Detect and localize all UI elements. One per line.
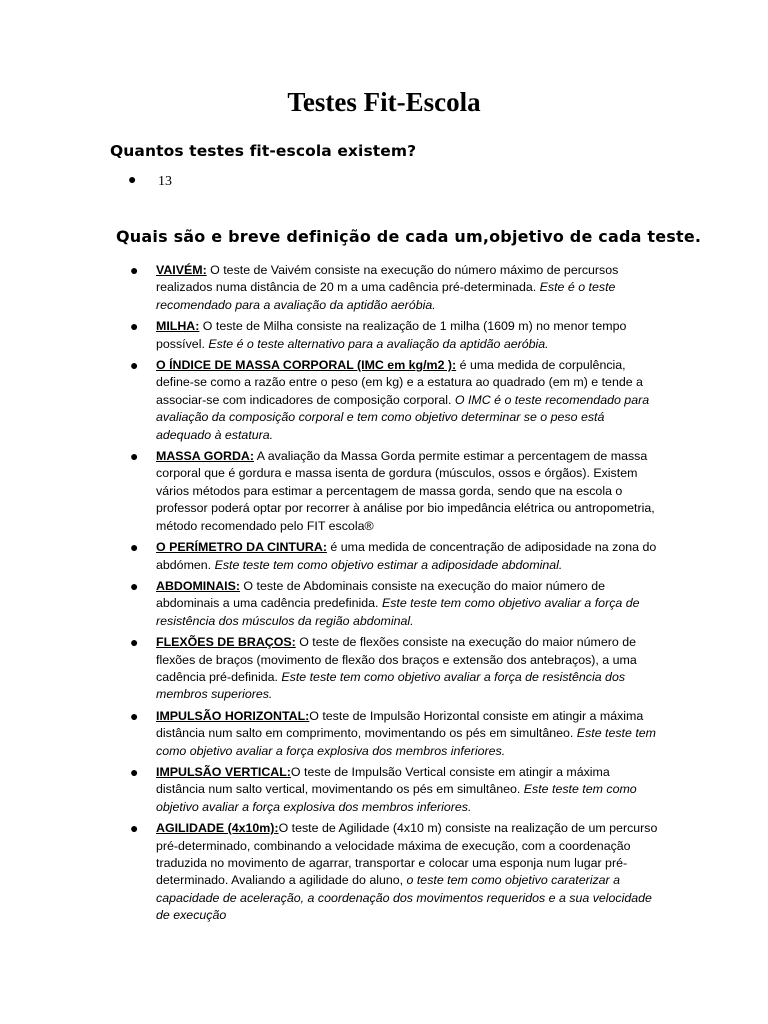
tests-list — [0, 262, 768, 925]
bullet-icon: ● — [130, 357, 139, 374]
test-objective: Este é o teste alternativo para a avaliação da aptidão aeróbia. — [208, 336, 549, 351]
test-term: O ÍNDICE DE MASSA CORPORAL (IMC em kg/m2 ): — [156, 358, 457, 373]
list-item-impulsao-vertical — [0, 764, 768, 816]
test-objective: Este teste tem como objetivo avaliar a força explosiva dos membros inferiores. — [156, 782, 637, 814]
list-item-flexoes-bracos — [0, 634, 768, 704]
bullet-icon: ● — [130, 707, 139, 724]
test-term: IMPULSÃO VERTICAL: — [156, 764, 291, 779]
list-item-abdominais — [0, 578, 768, 630]
bullet-icon: ● — [130, 448, 139, 465]
test-description: O teste de Vaivém consiste na execução do número máximo de percursos realizados numa distância de 20 m a uma cadência pré-determinada. — [156, 263, 619, 295]
test-term: MILHA: — [156, 319, 200, 334]
test-objective: o teste tem como objetivo caraterizar a capacidade de aceleração, a coordenação dos movimentos requeridos e a sua velocidade de execução — [156, 873, 652, 923]
list-item-milha — [0, 318, 768, 353]
test-term: IMPULSÃO HORIZONTAL: — [156, 708, 310, 723]
bullet-icon: ● — [130, 577, 139, 594]
test-term: VAIVÉM: — [156, 263, 207, 277]
bullet-icon: ● — [130, 262, 139, 278]
test-term: ABDOMINAIS: — [156, 578, 240, 593]
list-item-impulsao-horizontal — [0, 708, 768, 760]
list-item-massa-gorda — [0, 448, 768, 535]
bullet-icon: ● — [130, 820, 139, 837]
test-objective: Este é o teste recomendado para a avaliação da aptidão aeróbia. — [156, 280, 616, 312]
test-objective: O IMC é o teste recomendado para avaliação da composição corporal e tem como objetivo determinar se o peso está adequado à estatura. — [156, 392, 650, 442]
test-description: O teste de Impulsão Horizontal consiste em atingir a máxima distância num salto em comprimento, movimentando os pés em simultâneo. — [156, 708, 644, 741]
list-item-vaivem — [0, 262, 768, 314]
list-item-perimetro-cintura — [0, 539, 768, 574]
test-description: é uma medida de concentração de adiposidade na zona do abdómen. — [156, 540, 657, 572]
test-description: O teste de Impulsão Vertical consiste em atingir a máxima distância num salto vertical, movimentando os pés em simultâneo. — [156, 764, 610, 797]
answer-count: 13 — [158, 174, 172, 189]
test-objective: Este teste tem como objetivo avaliar a força de resistência dos músculos da região abdominal. — [156, 596, 640, 628]
test-objective: Este teste tem como objetivo avaliar a força explosiva dos membros inferiores. — [156, 726, 656, 758]
test-term: MASSA GORDA: — [156, 449, 254, 464]
test-term: AGILIDADE (4x10m): — [156, 821, 279, 836]
answer-bullet-icon: ● — [128, 173, 137, 188]
test-description: O teste de Abdominais consiste na execução do maior número de abdominais a uma cadência predefinida. — [156, 578, 606, 611]
test-description: O teste de flexões consiste na execução do maior número de flexões de braços (movimento de flexão dos braços e extensão dos antebraços), a uma cadência pré-definida. — [156, 635, 637, 684]
test-description: O teste de Agilidade (4x10 m) consiste na realização de um percurso pré-determinado, combinando a velocidade máxima de execução, com a coordenação traduzida no movimento de agarrar, transportar e colocar uma esponja num lugar pré-determinado. Avaliando a agilidade do aluno, — [156, 821, 658, 888]
bullet-icon: ● — [130, 763, 139, 780]
question-definitions-heading: Quais são e breve definição de cada um,objetivo de cada teste. — [116, 227, 702, 246]
bullet-icon: ● — [130, 318, 139, 335]
list-item-agilidade — [0, 820, 768, 924]
test-objective: Este teste tem como objetivo estimar a adiposidade abdominal. — [214, 557, 563, 572]
page-title: Testes Fit-Escola — [287, 87, 481, 117]
test-term: FLEXÕES DE BRAÇOS: — [156, 635, 296, 650]
test-description: é uma medida de corpulência, define-se como a razão entre o peso (em kg) e a estatura ao quadrado (em m) e tende a associar-se com indicadores de composição corporal. — [156, 358, 643, 407]
test-description: O teste de Milha consiste na realização de 1 milha (1609 m) no menor tempo possível. — [156, 319, 627, 351]
bullet-icon: ● — [130, 634, 139, 651]
list-item-imc — [0, 357, 768, 444]
test-term: O PERÍMETRO DA CINTURA: — [156, 540, 327, 555]
question-count-heading: Quantos testes fit-escola existem? — [110, 142, 417, 160]
test-objective: Este teste tem como objetivo avaliar a força de resistência dos membros superiores. — [156, 669, 626, 702]
test-description: A avaliação da Massa Gorda permite estimar a percentagem de massa corporal que é gordura e massa isenta de gordura (músculos, ossos e órgãos). Existem vários métodos para estimar a percentagem de massa gorda, sendo que na escola o professor poderá optar por recorrer à análise por bio impedância elétrica ou antropometria, método recomendado pelo FIT escola® — [156, 449, 655, 533]
bullet-icon: ● — [130, 539, 139, 556]
